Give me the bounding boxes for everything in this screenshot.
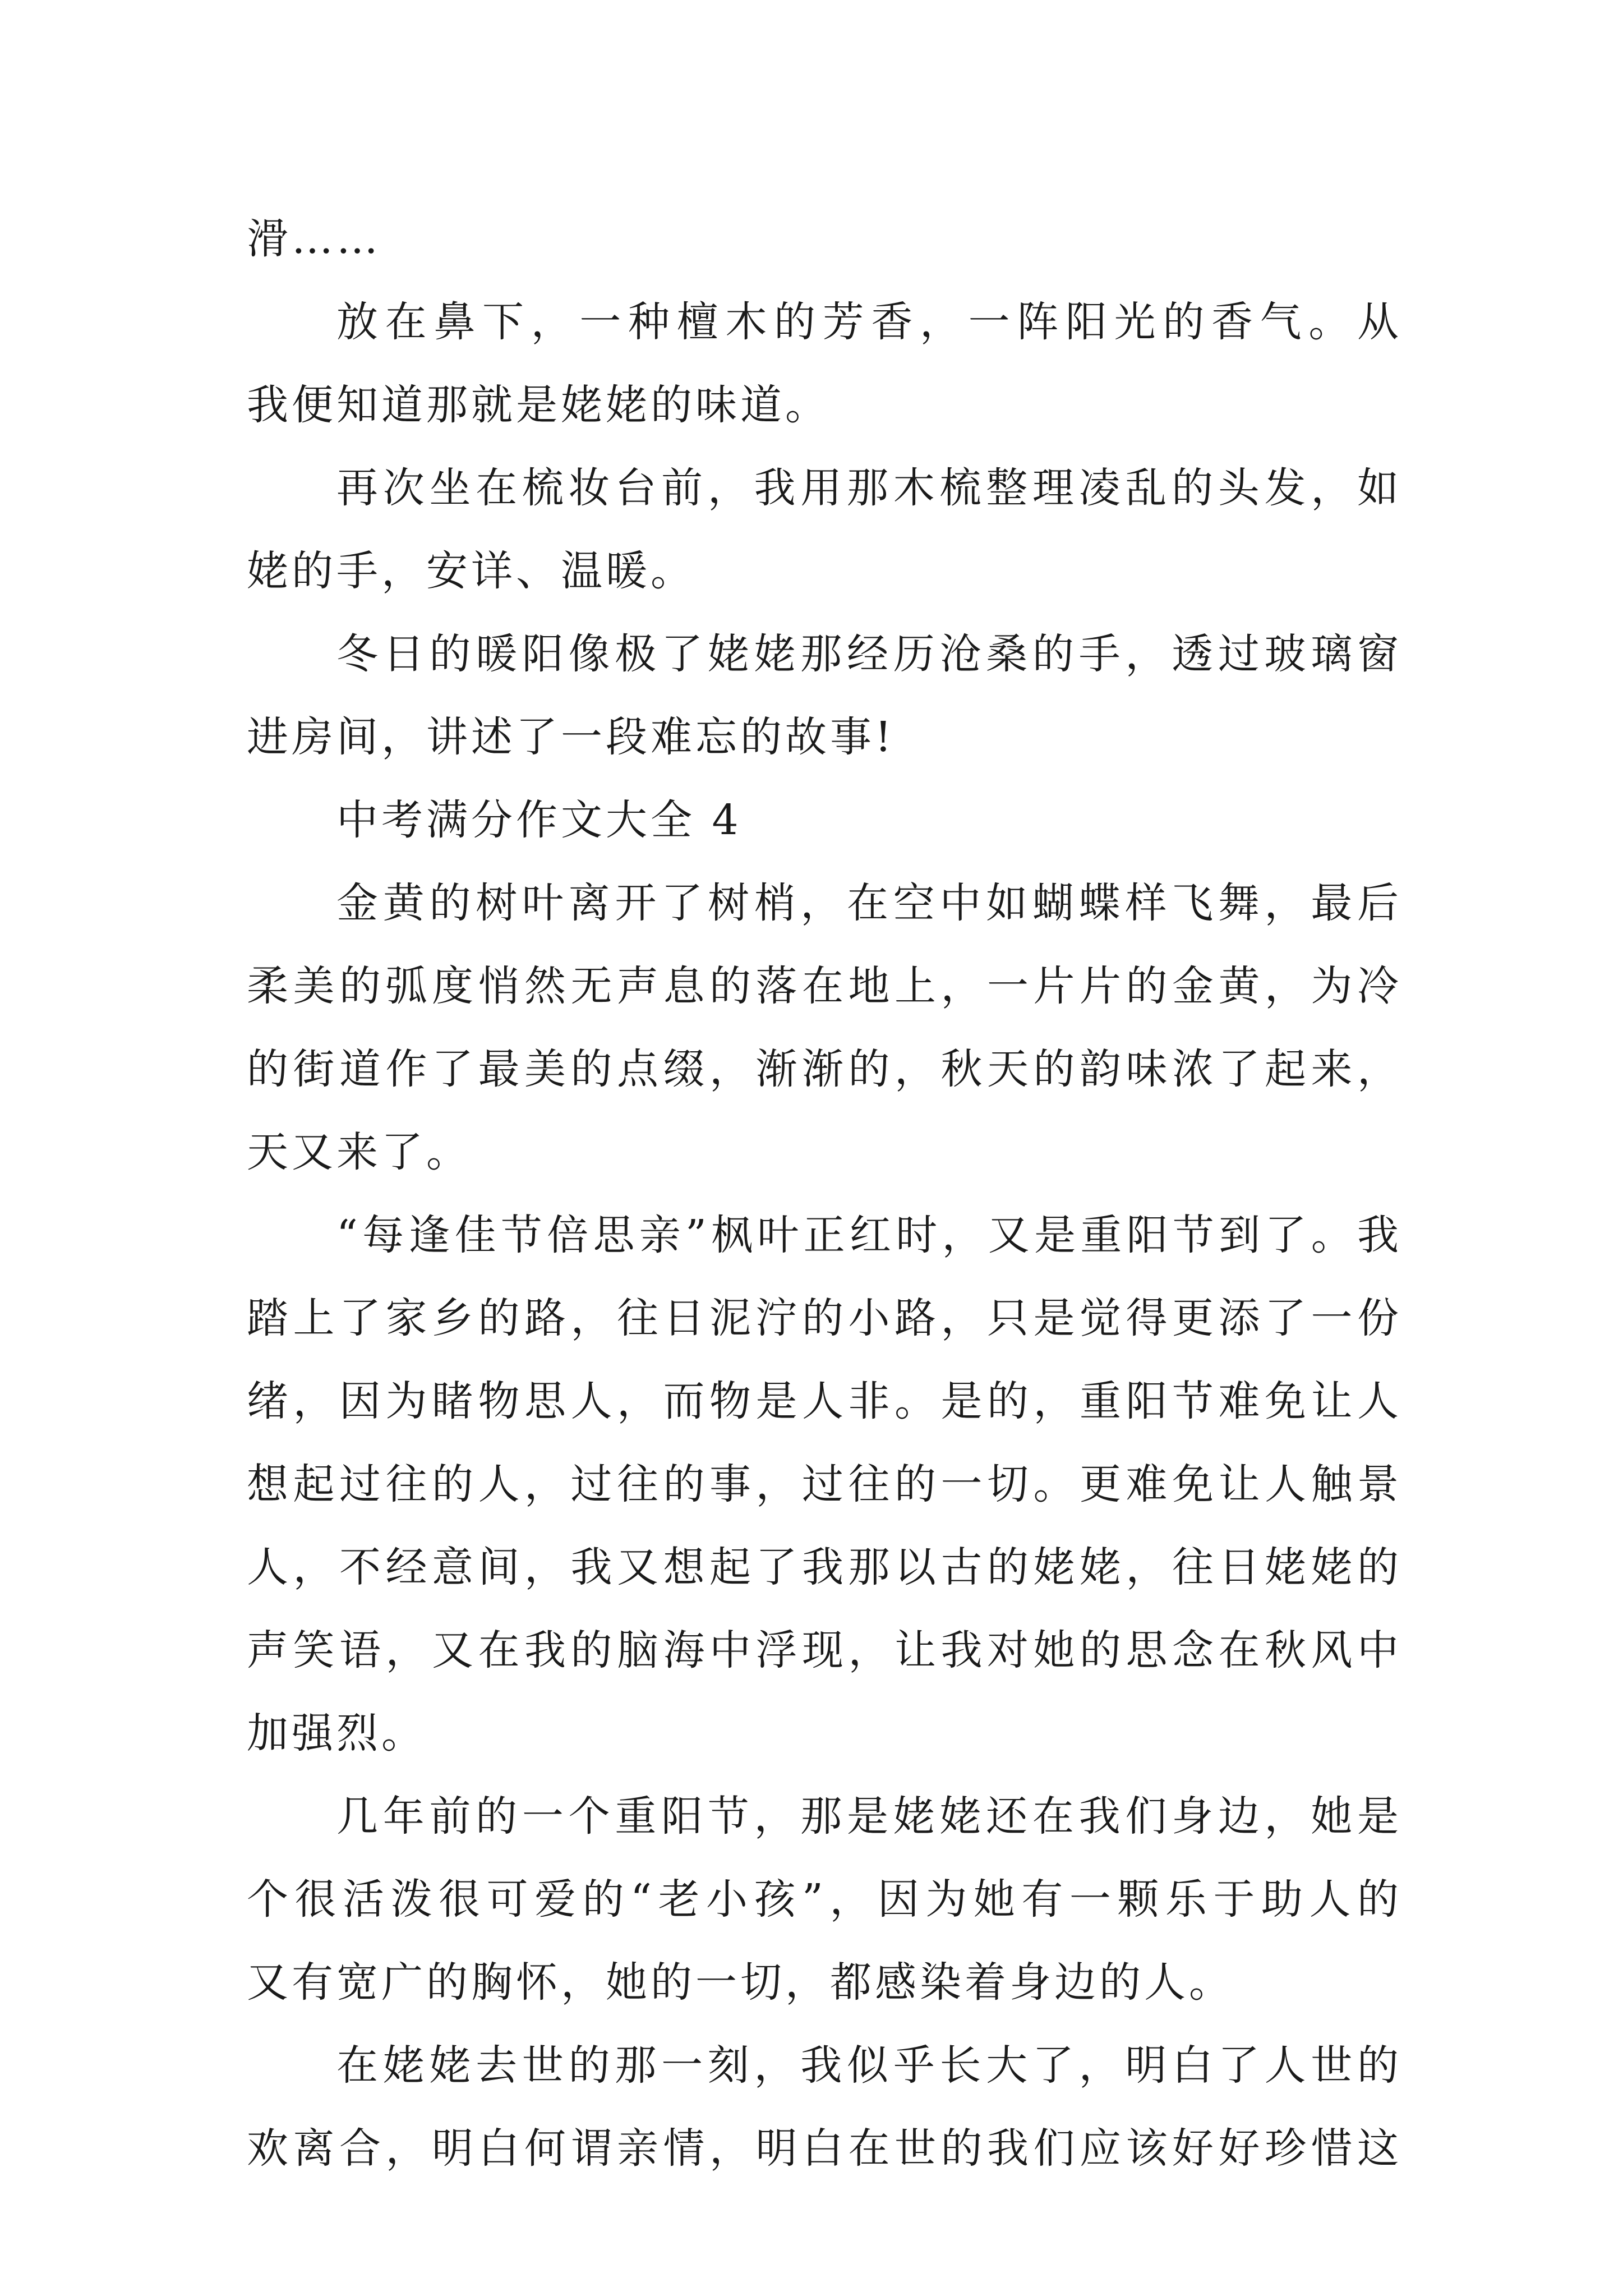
- text-line: 进房间，讲述了一段难忘的故事!: [247, 713, 895, 761]
- text-line: 滑……: [247, 215, 381, 263]
- text-line: 我便知道那就是姥姥的味道。: [247, 381, 830, 429]
- text-line: 欢离合，明白何谓亲情，明白在世的我们应该好好珍惜这: [247, 2124, 1402, 2173]
- text-line: 个很活泼很可爱的“老小孩”，因为她有一颗乐于助人的: [247, 1875, 1402, 1924]
- text-line: 想起过往的人，过往的事，过往的一切。更难免让人触景: [247, 1460, 1402, 1508]
- text-line: 姥的手，安详、温暖。: [247, 547, 695, 595]
- text-line: 声笑语，又在我的脑海中浮现，让我对她的思念在秋风中: [247, 1626, 1402, 1674]
- text-line: 在姥姥去世的那一刻，我似乎长大了，明白了人世的: [336, 2041, 1402, 2090]
- text-line: 金黄的树叶离开了树梢，在空中如蝴蝶样飞舞，最后: [336, 879, 1402, 927]
- essay-text: [247, 197, 1402, 2190]
- text-line: 天又来了。: [247, 1128, 471, 1176]
- text-line: 人，不经意间，我又想起了我那以古的姥姥，往日姥姥的: [247, 1543, 1402, 1591]
- text-line: 几年前的一个重阳节，那是姥姥还在我们身边，她是: [336, 1792, 1402, 1841]
- text-line: “每逢佳节倍思亲”枫叶正红时，又是重阳节到了。我: [336, 1211, 1402, 1259]
- text-line: 柔美的弧度悄然无声息的落在地上，一片片的金黄，为冷: [247, 962, 1402, 1010]
- text-line: 冬日的暖阳像极了姥姥那经历沧桑的手，透过玻璃窗: [336, 630, 1402, 678]
- text-line: 绪，因为睹物思人，而物是人非。是的，重阳节难免让人: [247, 1377, 1402, 1425]
- text-line: 踏上了家乡的路，往日泥泞的小路，只是觉得更添了一份: [247, 1294, 1402, 1342]
- text-line: 再次坐在梳妆台前，我用那木梳整理凌乱的头发，如: [336, 464, 1402, 512]
- text-line: 放在鼻下，一种檀木的芳香，一阵阳光的香气。从: [336, 298, 1402, 346]
- text-line: 加强烈。: [247, 1709, 426, 1757]
- text-line: 中考满分作文大全 4: [336, 796, 742, 844]
- text-line: 又有宽广的胸怀，她的一切，都感染着身边的人。: [247, 1958, 1234, 2007]
- text-line: 的街道作了最美的点缀，渐渐的，秋天的韵味浓了起来，: [247, 1045, 1402, 1093]
